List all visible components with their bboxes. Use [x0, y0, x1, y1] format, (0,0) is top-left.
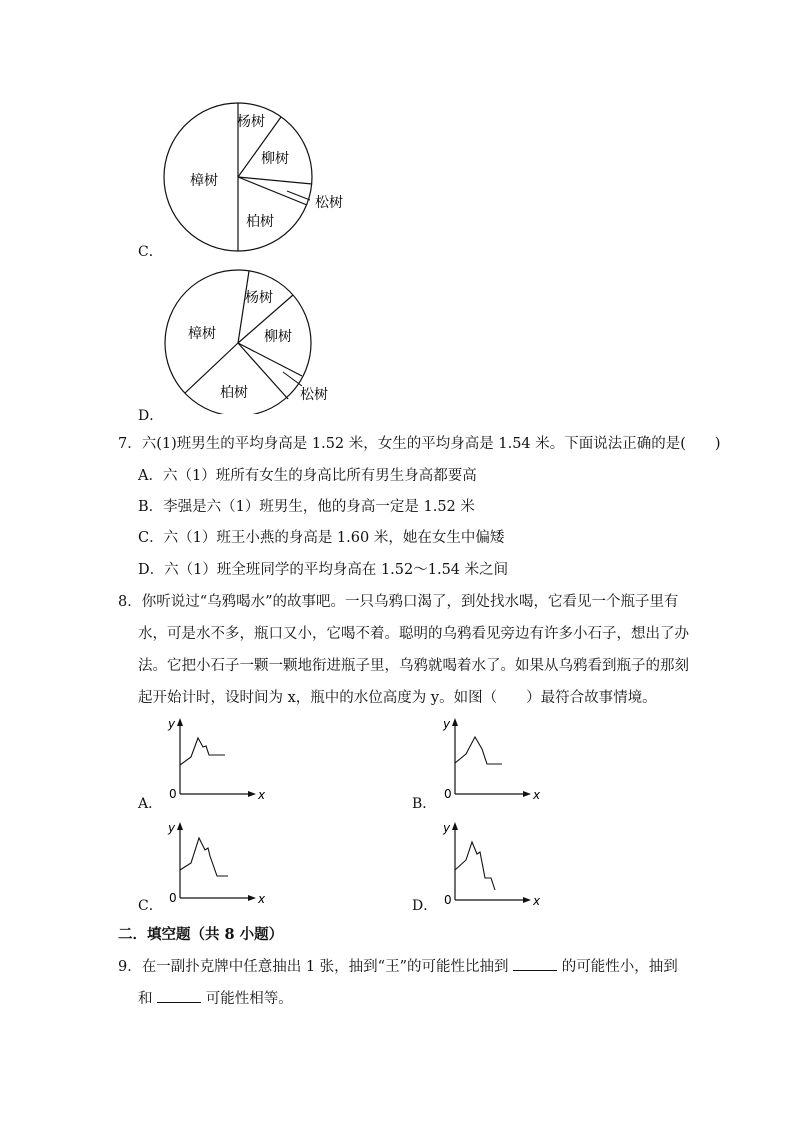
pie-d-label-song: 松树 — [300, 387, 328, 403]
pie-c-letter: C． — [138, 244, 163, 260]
pie-d-label-bai: 柏树 — [220, 385, 248, 401]
pie-chart-d — [150, 264, 360, 414]
q9-blank-1[interactable] — [513, 956, 557, 971]
graph-c-curve — [180, 838, 228, 876]
q8-line-3: 法。它把小石子一颗一颗地衔进瓶子里，乌鸦就喝着水了。如果从乌鸦看到瓶子的那刻 — [138, 658, 689, 674]
graph-a-letter: A． — [138, 796, 163, 812]
q9-text-part2: 的可能性小，抽到 — [561, 959, 678, 975]
graph-a-x-arrow-icon — [248, 791, 256, 797]
pie-d-letter: D． — [138, 408, 164, 424]
pie-c-label-liu: 柳树 — [261, 151, 289, 167]
graph-a-x-label: x — [258, 788, 266, 802]
q9-text-part4: 可能性相等。 — [205, 991, 293, 1007]
q8-graph-b — [435, 716, 545, 808]
pie-d-label-liu: 柳树 — [264, 329, 292, 345]
graph-d-letter: D． — [412, 898, 438, 914]
graph-d-curve — [455, 842, 495, 890]
graph-d-x-arrow-icon — [523, 897, 531, 903]
graph-a-curve — [180, 738, 225, 765]
graph-c-x-label: x — [258, 892, 266, 906]
pie-c-label-bai: 柏树 — [246, 214, 274, 230]
pie-chart-c — [150, 96, 360, 258]
pie-d-divider-zhang-yang — [238, 271, 249, 343]
graph-c-y-label: y — [168, 821, 176, 835]
graph-a-y-arrow-icon — [177, 718, 183, 726]
graph-b-letter: B． — [412, 796, 437, 812]
pie-c-label-song: 松树 — [315, 195, 343, 211]
q7-option-d: D．六（1）班全班同学的平均身高在 1.52～1.54 米之间 — [138, 562, 509, 578]
pie-d-label-zhang: 樟树 — [188, 326, 216, 342]
pie-c-divider-liu-song — [238, 177, 312, 184]
graph-b-origin: 0 — [444, 787, 452, 801]
pie-d-label-yang: 杨树 — [245, 290, 273, 306]
q8-graph-d — [435, 820, 545, 912]
pie-c-label-zhang: 樟树 — [190, 173, 218, 189]
q7-option-a: A．六（1）班所有女生的身高比所有男生身高都要高 — [138, 468, 477, 484]
graph-b-x-label: x — [533, 788, 541, 802]
q8-graph-c — [160, 820, 270, 912]
graph-c-letter: C． — [138, 898, 163, 914]
q8-line-4: 起开始计时，设时间为 x，瓶中的水位高度为 y。如图（ ）最符合故事情境。 — [138, 690, 657, 706]
graph-c-x-arrow-icon — [248, 895, 256, 901]
pie-c-divider-song-bai — [238, 177, 307, 205]
q9-blank-2[interactable] — [157, 988, 201, 1003]
graph-d-x-label: x — [533, 894, 541, 908]
q8-line-2: 水，可是水不多，瓶口又小，它喝不着。聪明的乌鸦看见旁边有许多小石子，想出了办 — [138, 626, 689, 642]
q9-line-2 — [138, 988, 293, 1009]
pie-d-divider-liu-song — [238, 343, 302, 376]
section-2-heading: 二．填空题（共 8 小题） — [118, 926, 284, 943]
graph-a-y-label: y — [168, 717, 176, 731]
graph-c-origin: 0 — [169, 891, 177, 905]
q9-line-1 — [118, 956, 678, 977]
graph-d-y-arrow-icon — [452, 822, 458, 830]
q7-option-b: B．李强是六（1）班男生，他的身高一定是 1.52 米 — [138, 499, 475, 515]
pie-c-label-yang: 杨树 — [237, 114, 265, 130]
graph-c-y-arrow-icon — [177, 822, 183, 830]
graph-b-y-label: y — [443, 717, 451, 731]
graph-d-y-label: y — [443, 821, 451, 835]
q9-text-part3: 和 — [138, 991, 153, 1007]
q8-graph-a — [160, 716, 270, 808]
graph-b-x-arrow-icon — [523, 791, 531, 797]
graph-b-y-arrow-icon — [452, 718, 458, 726]
q7-option-c: C．六（1）班王小燕的身高是 1.60 米，她在女生中偏矮 — [138, 530, 505, 546]
graph-b-curve — [455, 737, 502, 764]
graph-d-origin: 0 — [444, 893, 452, 907]
q8-line-1: 8．你听说过“乌鸦喝水”的故事吧。一只乌鸦口渴了，到处找水喝，它看见一个瓶子里有 — [118, 594, 679, 610]
q9-text-part1: 9．在一副扑克牌中任意抽出 1 张，抽到“王”的可能性比抽到 — [118, 959, 509, 975]
q7-stem: 7．六(1)班男生的平均身高是 1.52 米，女生的平均身高是 1.54 米。下面说法正确的是( ) — [118, 436, 721, 452]
graph-a-origin: 0 — [169, 787, 177, 801]
